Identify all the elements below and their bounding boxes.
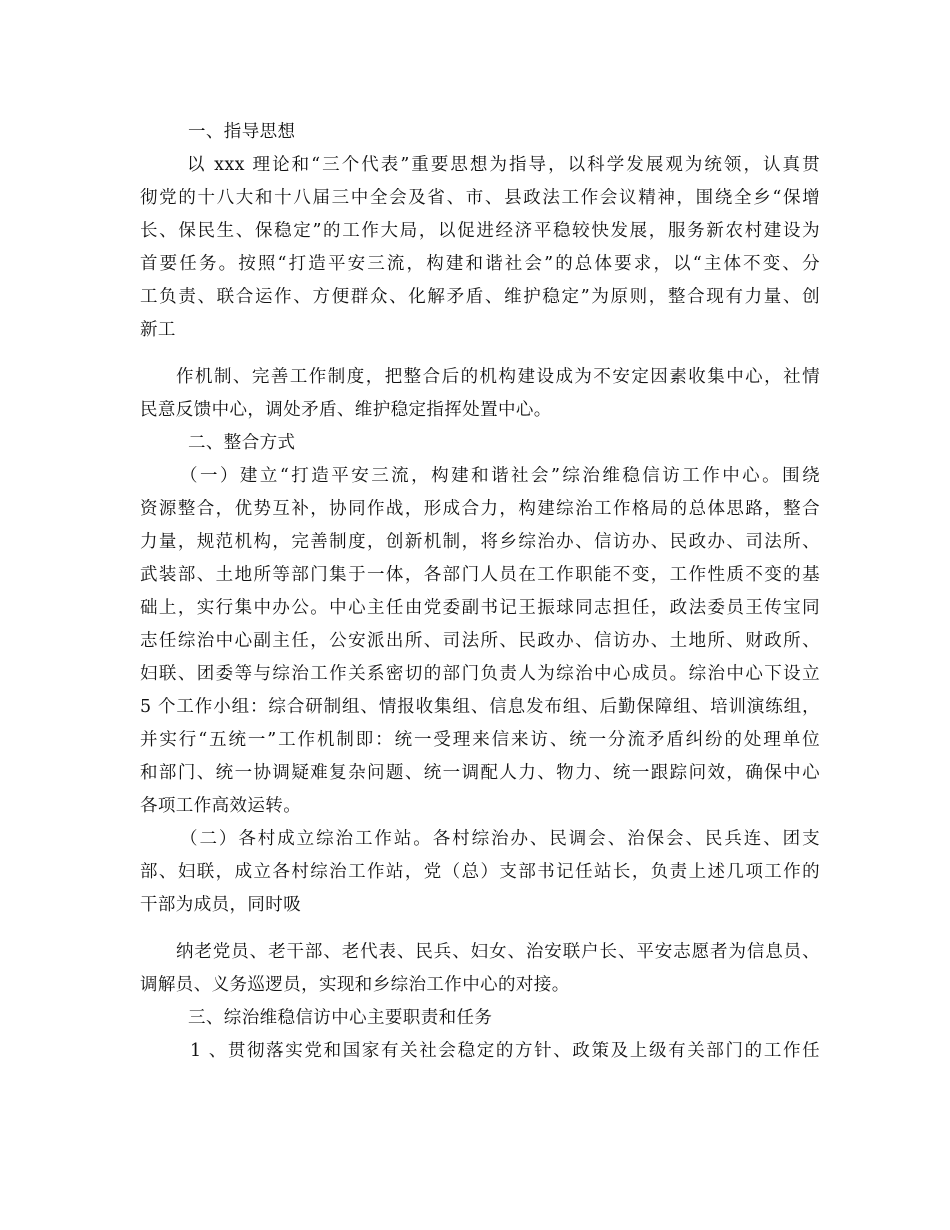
paragraph-line: 调解员、义务巡逻员，实现和乡综治工作中心的对接。 [140, 975, 570, 995]
paragraph-line: 1 、贯彻落实党和国家有关社会稳定的方针、政策及上级有关部门的工作任 [190, 1041, 820, 1061]
paragraph-line: 新工 [140, 320, 176, 340]
paragraph-line: 纳老党员、老干部、老代表、民兵、妇女、治安联户长、平安志愿者为信息员、 [176, 942, 820, 962]
paragraph-line: 干部为成员，同时吸 [140, 895, 302, 915]
paragraph-line: 础上，实行集中办公。中心主任由党委副书记王振球同志担任，政法委员王传宝同 [140, 598, 820, 618]
paragraph-line: 各项工作高效运转。 [140, 796, 302, 816]
section-heading-3: 三、综治维稳信访中心主要职责和任务 [188, 1008, 493, 1028]
paragraph-line: 武装部、土地所等部门集于一体，各部门人员在工作职能不变，工作性质不变的基 [140, 565, 820, 585]
paragraph-line: 妇联、团委等与综治工作关系密切的部门负责人为综治中心成员。综治中心下设立 [140, 664, 820, 684]
paragraph-line: 作机制、完善工作制度，把整合后的机构建设成为不安定因素收集中心，社情 [176, 367, 820, 387]
section-heading-1: 一、指导思想 [188, 122, 296, 142]
paragraph-line: 力量，规范机构，完善制度，创新机制，将乡综治办、信访办、民政办、司法所、 [140, 532, 820, 552]
paragraph-line: 民意反馈中心，调处矛盾、维护稳定指挥处置中心。 [140, 400, 552, 420]
paragraph-line: 部、妇联，成立各村综治工作站，党（总）支部书记任站长，负责上述几项工作的 [140, 862, 820, 882]
paragraph-line: 首要任务。按照“打造平安三流，构建和谐社会”的总体要求，以“主体不变、分 [140, 254, 820, 274]
paragraph-line: （二）各村成立综治工作站。各村综治办、民调会、治保会、民兵连、团支 [180, 829, 820, 849]
paragraph-line: 并实行“五统一”工作机制即：统一受理来信来访、统一分流矛盾纠纷的处理单位 [140, 730, 820, 750]
paragraph-line: 志任综治中心副主任，公安派出所、司法所、民政办、信访办、土地所、财政所、 [140, 631, 820, 651]
section-heading-2: 二、整合方式 [188, 433, 296, 453]
paragraph-line: 以 xxx 理论和“三个代表”重要思想为指导，以科学发展观为统领，认真贯 [187, 155, 820, 175]
paragraph-line: （一）建立“打造平安三流，构建和谐社会”综治维稳信访工作中心。围绕 [180, 466, 820, 486]
paragraph-line: 工负责、联合运作、方便群众、化解矛盾、维护稳定”为原则，整合现有力量、创 [140, 287, 820, 307]
paragraph-line: 资源整合，优势互补，协同作战，形成合力，构建综治工作格局的总体思路，整合 [140, 499, 820, 519]
paragraph-line: 长、保民生、保稳定”的工作大局，以促进经济平稳较快发展，服务新农村建设为 [140, 221, 820, 241]
paragraph-line: 彻党的十八大和十八届三中全会及省、市、县政法工作会议精神，围绕全乡“保增 [140, 188, 820, 208]
paragraph-line: 和部门、统一协调疑难复杂问题、统一调配人力、物力、统一跟踪问效，确保中心 [140, 763, 820, 783]
paragraph-line: 5 个工作小组：综合研制组、情报收集组、信息发布组、后勤保障组、培训演练组， [140, 697, 820, 717]
